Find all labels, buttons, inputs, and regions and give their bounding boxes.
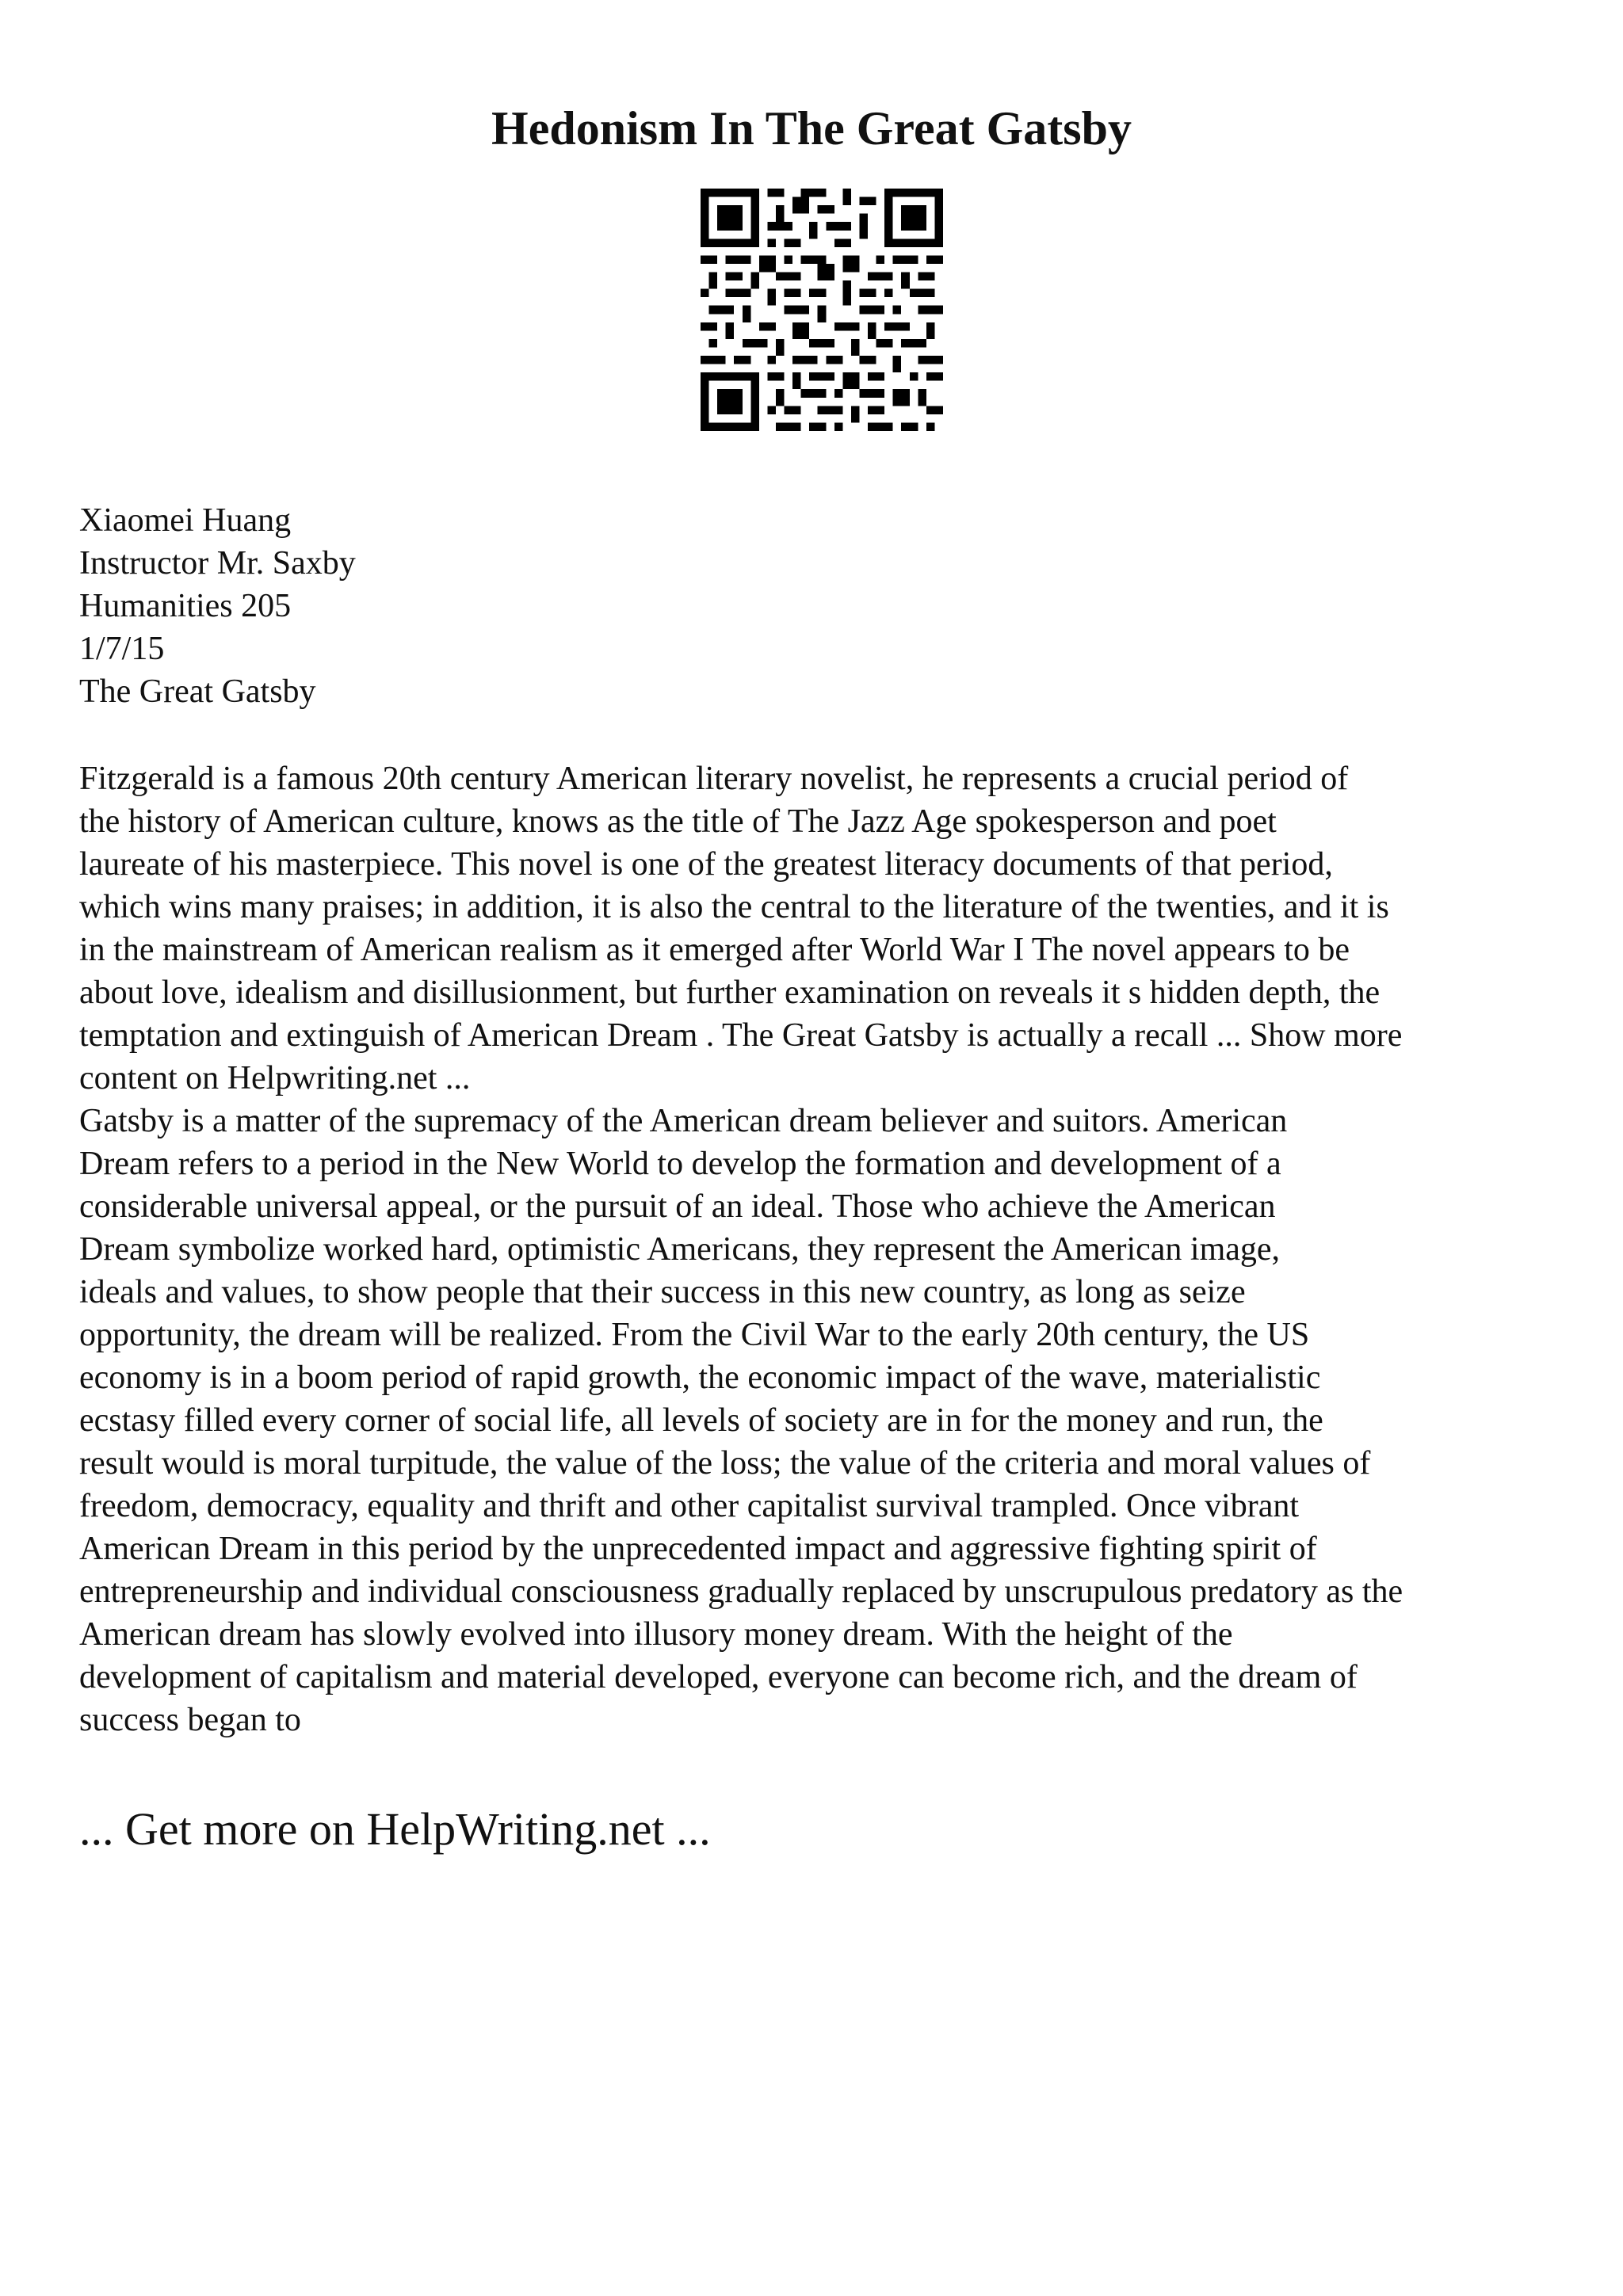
text-line: content on Helpwriting.net ... [79,1060,471,1097]
header-block [79,499,1553,713]
text-line: Dream refers to a period in the New World to develop the formation and development of a [79,1146,1281,1182]
text-line: ideals and values, to show people that their success in this new country, as long as seize [79,1274,1246,1310]
text-line: in the mainstream of American realism as it emerged after World War I The novel appears to be [79,932,1350,968]
course-name: Humanities 205 [79,588,292,624]
paragraph-1 [79,757,1553,1100]
text-line: opportunity, the dream will be realized. From the Civil War to the early 20th century, the US [79,1317,1310,1353]
text-line: result would is moral turpitude, the value of the loss; the value of the criteria and moral values of [79,1445,1371,1482]
text-line: Fitzgerald is a famous 20th century American literary novelist, he represents a crucial period of [79,761,1349,797]
text-line: laureate of his masterpiece. This novel is one of the greatest literacy documents of that period, [79,846,1333,883]
text-line: entrepreneurship and individual consciousness gradually replaced by unscrupulous predatory as the [79,1573,1403,1610]
text-line: the history of American culture, knows as the title of The Jazz Age spokesperson and poet [79,803,1277,840]
author-name: Xiaomei Huang [79,502,292,539]
qr-code-icon [701,189,943,431]
text-line: American Dream in this period by the unprecedented impact and aggressive fighting spirit of [79,1531,1317,1567]
text-line: considerable universal appeal, or the pursuit of an ideal. Those who achieve the American [79,1188,1276,1225]
page-title: Hedonism In The Great Gatsby [491,102,1132,154]
text-line: Gatsby is a matter of the supremacy of the American dream believer and suitors. American [79,1103,1288,1139]
work-title: The Great Gatsby [79,673,316,710]
paragraph-2 [79,1100,1553,1741]
text-line: about love, idealism and disillusionment, but further examination on reveals it s hidden depth, the [79,974,1381,1011]
get-more-link[interactable]: ... Get more on HelpWriting.net ... [79,1803,711,1855]
text-line: temptation and extinguish of American Dream . The Great Gatsby is actually a recall ... Show more [79,1017,1403,1054]
text-line: economy is in a boom period of rapid growth, the economic impact of the wave, materialistic [79,1360,1321,1396]
text-line: which wins many praises; in addition, it is also the central to the literature of the twenties, and it is [79,889,1389,925]
essay-body [79,757,1553,1741]
instructor-name: Instructor Mr. Saxby [79,545,356,582]
text-line: freedom, democracy, equality and thrift and other capitalist survival trampled. Once vibrant [79,1488,1300,1524]
text-line: Dream symbolize worked hard, optimistic Americans, they represent the American image, [79,1231,1281,1268]
text-line: American dream has slowly evolved into illusory money dream. With the height of the [79,1616,1233,1653]
text-line: success began to [79,1702,301,1738]
text-line: development of capitalism and material developed, everyone can become rich, and the dream of [79,1659,1358,1695]
date-line: 1/7/15 [79,631,165,667]
text-line: ecstasy filled every corner of social life, all levels of society are in for the money and run, the [79,1402,1323,1439]
